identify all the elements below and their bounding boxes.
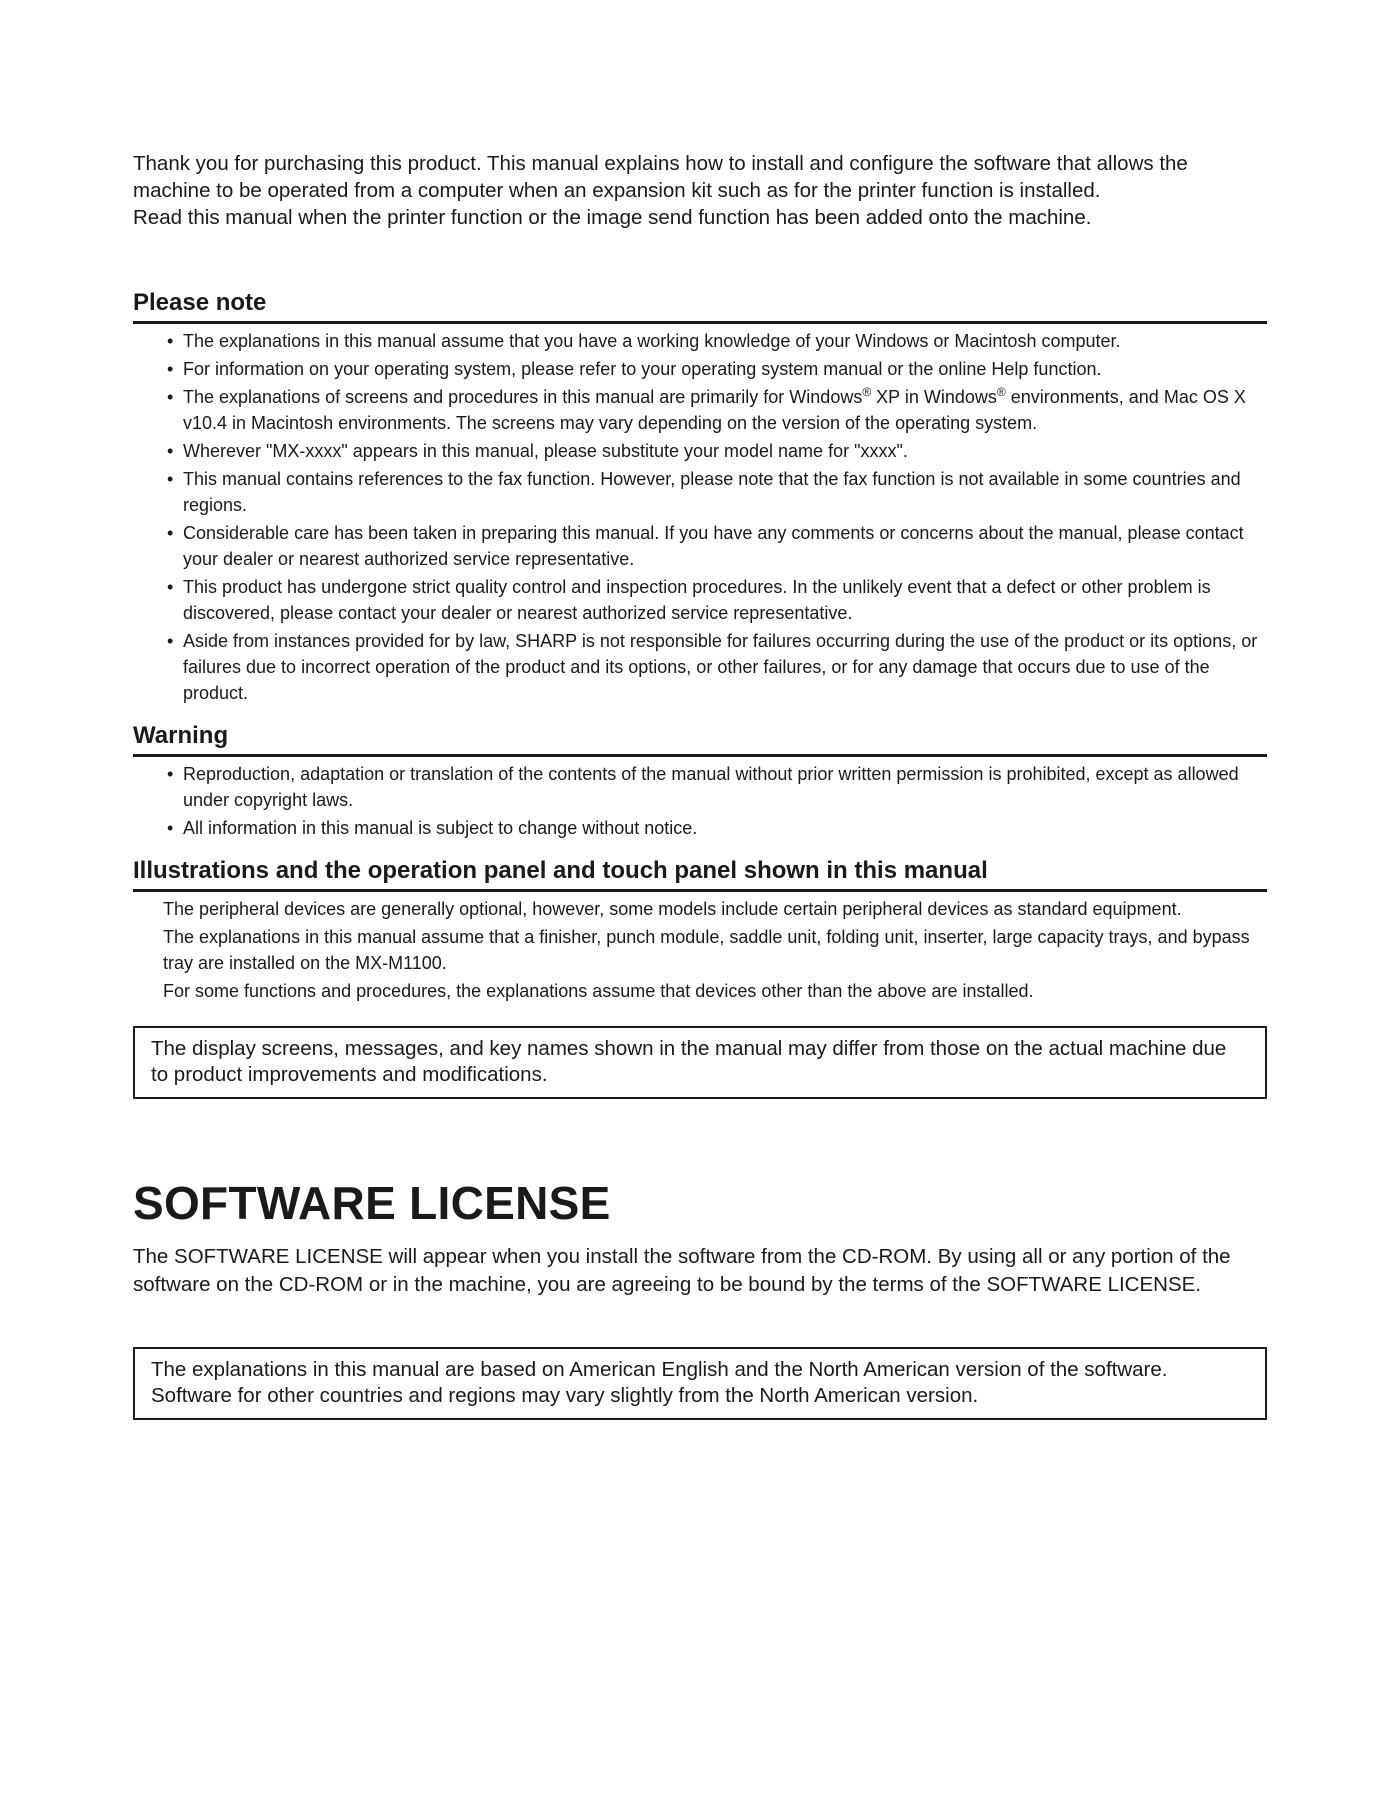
bullet-icon: • (167, 469, 174, 489)
bullet-icon: • (167, 577, 174, 597)
warning-list (133, 761, 1267, 841)
software-license-text: The SOFTWARE LICENSE will appear when you install the software from the CD-ROM. By using all or any portion of the software on the CD-ROM or in the machine, you are agreeing to be bound by the terms of the SOFTWARE LICENSE. (133, 1245, 1231, 1296)
illustrations-paragraph-3: For some functions and procedures, the explanations assume that devices other than the above are installed. (163, 981, 1034, 1001)
list-item: • The explanations in this manual assume that you have a working knowledge of your Windows or Macintosh computer. (133, 328, 1267, 354)
list-item: • Reproduction, adaptation or translation of the contents of the manual without prior written permission is prohibited, except as allowed under copyright laws. (133, 761, 1267, 813)
list-item: • This product has undergone strict quality control and inspection procedures. In the unlikely event that a defect or other problem is discovered, please contact your dealer or nearest authorized service representative. (133, 574, 1267, 626)
notice-box-display (133, 1026, 1267, 1099)
illustrations-paragraph-1: The peripheral devices are generally optional, however, some models include certain peripheral devices as standard equipment. (163, 899, 1182, 919)
bullet-icon: • (167, 441, 174, 461)
list-item: • The explanations of screens and procedures in this manual are primarily for Windows® XP in Windows® environments, and Mac OS X v10.4 in Macintosh environments. The screens may vary depending on the version of the operating system. (167, 385, 1246, 433)
notice-text-language: The explanations in this manual are based on American English and the North American version of the software. Software for other countries and regions may vary slightly from the North American version. (151, 1358, 1168, 1407)
registered-mark: ® (996, 385, 1006, 399)
bullet-icon: • (167, 818, 174, 838)
illustrations-heading: Illustrations and the operation panel and touch panel shown in this manual (133, 857, 1267, 892)
manual-page (133, 150, 1267, 1420)
intro-paragraph-2: Read this manual when the printer function or the image send function has been added onto the machine. (133, 206, 1092, 229)
illustrations-paragraph-2: The explanations in this manual assume that a finisher, punch module, saddle unit, folding unit, inserter, large capacity trays, and bypass tray are installed on the MX-M1100. (163, 927, 1250, 973)
warning-heading: Warning (133, 722, 1267, 757)
illustrations-text (133, 896, 1267, 1004)
bullet-icon: • (167, 331, 174, 351)
warning-section (133, 722, 1267, 841)
software-license-body (133, 1243, 1267, 1299)
list-item: • For information on your operating system, please refer to your operating system manual or the online Help function. (133, 356, 1267, 382)
notice-text-display: The display screens, messages, and key names shown in the manual may differ from those on the actual machine due to product improvements and modifications. (151, 1037, 1227, 1086)
list-item: • Aside from instances provided for by law, SHARP is not responsible for failures occurring during the use of the product or its options, or failures due to incorrect operation of the product and its options, or other failures, or for any damage that occurs due to use of the product. (133, 628, 1267, 706)
list-item: • All information in this manual is subject to change without notice. (133, 815, 1267, 841)
please-note-heading: Please note (133, 289, 1267, 324)
registered-mark: ® (862, 385, 872, 399)
list-item: • Considerable care has been taken in preparing this manual. If you have any comments or concerns about the manual, please contact your dealer or nearest authorized service representative. (133, 520, 1267, 572)
please-note-list (133, 328, 1267, 706)
list-item: • This manual contains references to the fax function. However, please note that the fax function is not available in some countries and regions. (133, 466, 1267, 518)
intro-paragraph-1: Thank you for purchasing this product. This manual explains how to install and configure the software that allows the machine to be operated from a computer when an expansion kit such as for the printer function is installed. (133, 152, 1188, 202)
intro-text (133, 150, 1267, 231)
please-note-section (133, 289, 1267, 706)
bullet-icon: • (167, 387, 174, 407)
notice-box-language (133, 1347, 1267, 1420)
bullet-icon: • (167, 764, 174, 784)
software-license-title: SOFTWARE LICENSE (133, 1177, 611, 1229)
bullet-icon: • (167, 523, 174, 543)
software-license-section (133, 1177, 1267, 1299)
list-item: • Wherever "MX-xxxx" appears in this manual, please substitute your model name for "xxxx". (133, 438, 1267, 464)
bullet-icon: • (167, 631, 174, 651)
bullet-icon: • (167, 359, 174, 379)
illustrations-section (133, 857, 1267, 1004)
